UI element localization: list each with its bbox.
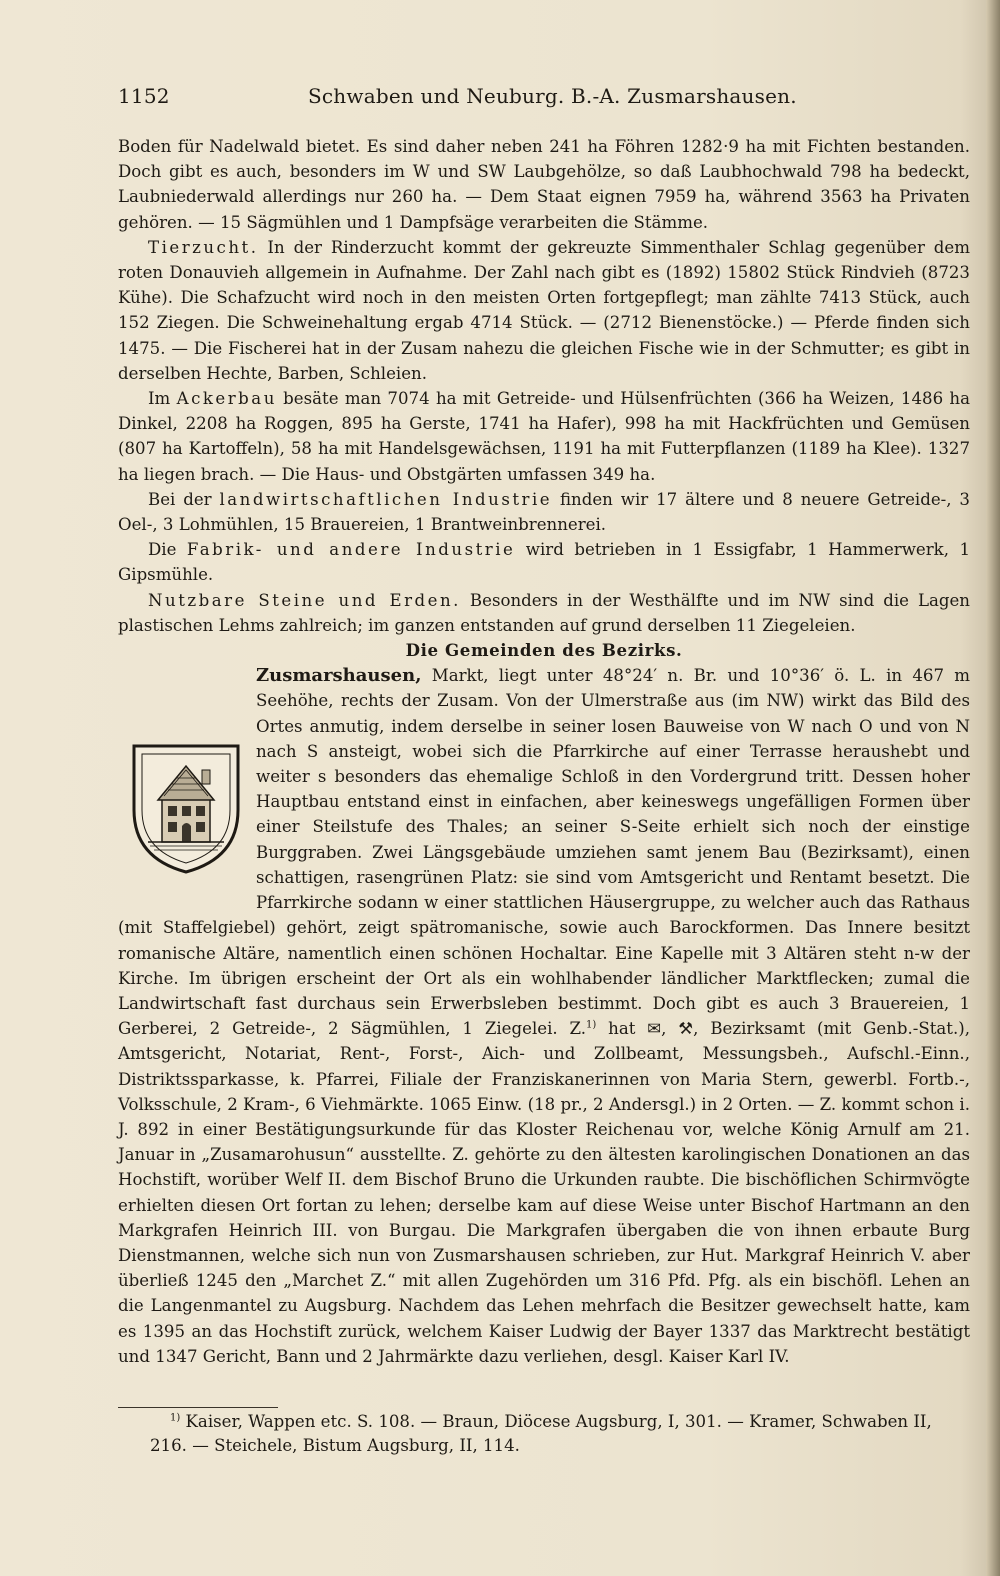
entry-zusmarshausen xyxy=(118,663,970,1369)
agri-industry-heading: landwirtschaftlichen Industrie xyxy=(219,489,553,509)
factory-text: wird betrieben in 1 Essigfabr, 1 Hammerwerk, 1 Gipsmühle. xyxy=(118,540,970,585)
entry-heading: Zusmarshausen, xyxy=(256,665,422,687)
agri-industry-text: finden wir 17 ältere und 8 neuere Getreide-, 3 Oel-, 3 Lohmühlen, 15 Brauereien, 1 Brantweinbrennerei. xyxy=(118,489,970,535)
factory-heading: Fabrik- und andere Industrie xyxy=(186,540,516,560)
coat-of-arms-icon xyxy=(128,740,244,876)
paragraph-agri-industry xyxy=(118,487,970,537)
running-title: Schwaben und Neuburg. B.-A. Zusmarshausen. xyxy=(308,84,797,108)
paragraph-forestry xyxy=(118,134,970,235)
paragraph-forestry-text: Boden für Nadelwald bietet. Es sind daher neben 241 ha Föhren 1282·9 ha mit Fichten bestanden. Doch gibt es auch, besonders im W und SW Laubgehölze, so daß Laubhochwald 798 ha bedeckt, Laubniederwald allerdings nur 260 ha. — Dem Staat eignen 7959 ha, während 3563 ha Privaten gehören. — 15 Sägmühlen und 1 Dampfsäge verarbeiten die Stämme. xyxy=(118,137,970,232)
footnote-ref: 1) xyxy=(586,1019,597,1031)
page-header xyxy=(118,84,968,120)
livestock-text: In der Rinderzucht kommt der gekreuzte Simmenthaler Schlag gegenüber dem roten Donauvieh allgemein in Aufnahme. Der Zahl nach gibt es (1892) 15802 Stück Rindvieh (8723 Kühe). Die Schafzucht wird noch in den meisten Orten fortgepflegt; man zählte 7413 Stück, auch 152 Ziegen. Die Schweinehaltung ergab 4714 Stück. — (2712 Bienenstöcke.) — Pferde finden sich 1475. — Die Fischerei hat in der Zusam nahezu die gleichen Fische wie in der Schmutter; es gibt in derselben Hechte, Barben, Schleien. xyxy=(118,237,970,383)
agriculture-heading: Ackerbau xyxy=(176,389,277,409)
page-edge xyxy=(986,0,1000,1576)
paragraph-livestock xyxy=(118,235,970,386)
minerals-text: Besonders in der Westhälfte und im NW sind die Lagen plastischen Lehms zahlreich; im ganzen entstanden auf grund derselben 11 Ziegeleien. xyxy=(118,590,970,635)
paragraph-factory xyxy=(118,537,970,587)
entry-rest-text: hat ✉, ⚒, Bezirksamt (mit Genb.-Stat.), Amtsgericht, Notariat, Rent-, Forst-, Aich- und Zollbeamt, Messungsbeh., Aufschl.-Einn., Distriktssparkasse, k. Pfarrei, Filiale der Franziskanerinnen von Maria Stern, gewerbl. Fortb.-, Volksschule, 2 Kram-, 6 Viehmärkte. 1065 Einw. (18 pr., 2 Andersgl.) in 2 Orten. — Z. kommt schon i. J. 892 in einer Bestätigungsurkunde für das Kloster Reichenau vor, welche König Arnulf am 21. Januar in „Zusamarohusun“ ausstellte. Z. gehörte zu den ältesten karolingischen Donationen an das Hochstift, worüber Welf II. dem Bischof Bruno die Urkunden raubte. Die bischöflichen Schirmvögte erhielten diesen Ort fortan zu lehen; derselbe kam auf diese Weise unter Bischof Hartmann an den Markgrafen Heinrich III. von Burgau. Die Markgrafen übergaben die von ihnen erbaute Burg Dienstmannen, welche sich nun von Zusmarshausen schrieben, zur Hut. Markgraf Heinrich V. aber überließ 1245 den „Marchet Z.“ mit allen Zugehörden um 316 Pfd. Pfg. als ein bischöfl. Lehen an die Langenmantel zu Augsburg. Nachdem das Lehen mehrfach die Besitzer gewechselt hatte, kam es 1395 an das Hochstift zurück, welchem Kaiser Ludwig der Bayer 1337 das Marktrecht bestätigt und 1347 Gericht, Bann und 2 Jahrmärkte dazu verliehen, desgl. Kaiser Karl IV. xyxy=(118,1019,970,1366)
entry-intro-text: Markt, liegt unter 48°24′ n. Br. und 10°36′ ö. L. in 467 m Seehöhe, rechts der Zusam. Von der Ulmerstraße aus (im NW) wirkt das Bild des Ortes anmutig, indem derselbe in seiner losen Bauweise von W nach O und von N nach S ansteigt, wobei sich die Pfarrkirche auf einer Terrasse heraushebt und weiter s besonders das ehemalige Schloß in den Vordergrund tritt. Dessen hoher Hauptbau entstand einst in einfachen, aber keineswegs ungefälligen Formen über einer Steilstufe des Thales; an seiner S-Seite erhielt sich noch der einstige Burggraben. Zwei Längsgebäude umziehen samt jenem Bau (Bezirksamt), einen schattigen, rasengrünen Platz: sie sind vom Amtsgericht und Rentamt besetzt. Die Pfarrkirche sodann w einer stattlichen Häusergruppe, zu welcher auch das Rathaus (mit Staffelgiebel) gehört, zeigt spätromanische, sowie auch Barockformen. Das Innere besitzt romanische Altäre, namentlich einen schönen Hochaltar. Eine Kapelle mit 3 Altären steht n-w der Kirche. Im übrigen erscheint der Ort als ein wohlhabender ländlicher Marktflecken; zumal die Landwirtschaft fast durchaus sein Erwerbsleben bestimmt. Doch gibt es auch 3 Brauereien, 1 Gerberei, 2 Getreide-, 2 Sägmühlen, 1 Ziegelei. Z. xyxy=(118,666,970,1039)
factory-prefix: Die xyxy=(148,540,187,560)
footnote xyxy=(150,1410,970,1458)
footnote-text: Kaiser, Wappen etc. S. 108. — Braun, Diöcese Augsburg, I, 301. — Kramer, Schwaben II, 216. — Steichele, Bistum Augsburg, II, 114. xyxy=(150,1412,932,1455)
paragraph-agriculture xyxy=(118,386,970,487)
agriculture-prefix: Im xyxy=(148,389,177,409)
livestock-heading: Tierzucht. xyxy=(148,237,259,257)
section-title: Die Gemeinden des Bezirks. xyxy=(405,640,683,661)
agri-industry-prefix: Bei der xyxy=(148,489,220,509)
page-number: 1152 xyxy=(118,84,170,108)
paragraph-minerals xyxy=(118,588,970,638)
footnote-mark: 1) xyxy=(170,1412,181,1424)
main-text xyxy=(118,134,970,1369)
agriculture-text: besäte man 7074 ha mit Getreide- und Hülsenfrüchten (366 ha Weizen, 1486 ha Dinkel, 2208 ha Roggen, 895 ha Gerste, 1741 ha Hafer), 998 ha mit Hackfrüchten und Gemüsen (807 ha Kartoffeln), 58 ha mit Handelsgewächsen, 1191 ha mit Futterpflanzen (1189 ha Klee). 1327 ha liegen brach. — Die Haus- und Obstgärten umfassen 349 ha. xyxy=(118,389,970,484)
footnote-rule xyxy=(118,1407,278,1408)
minerals-heading: Nutzbare Steine und Erden. xyxy=(148,590,461,610)
